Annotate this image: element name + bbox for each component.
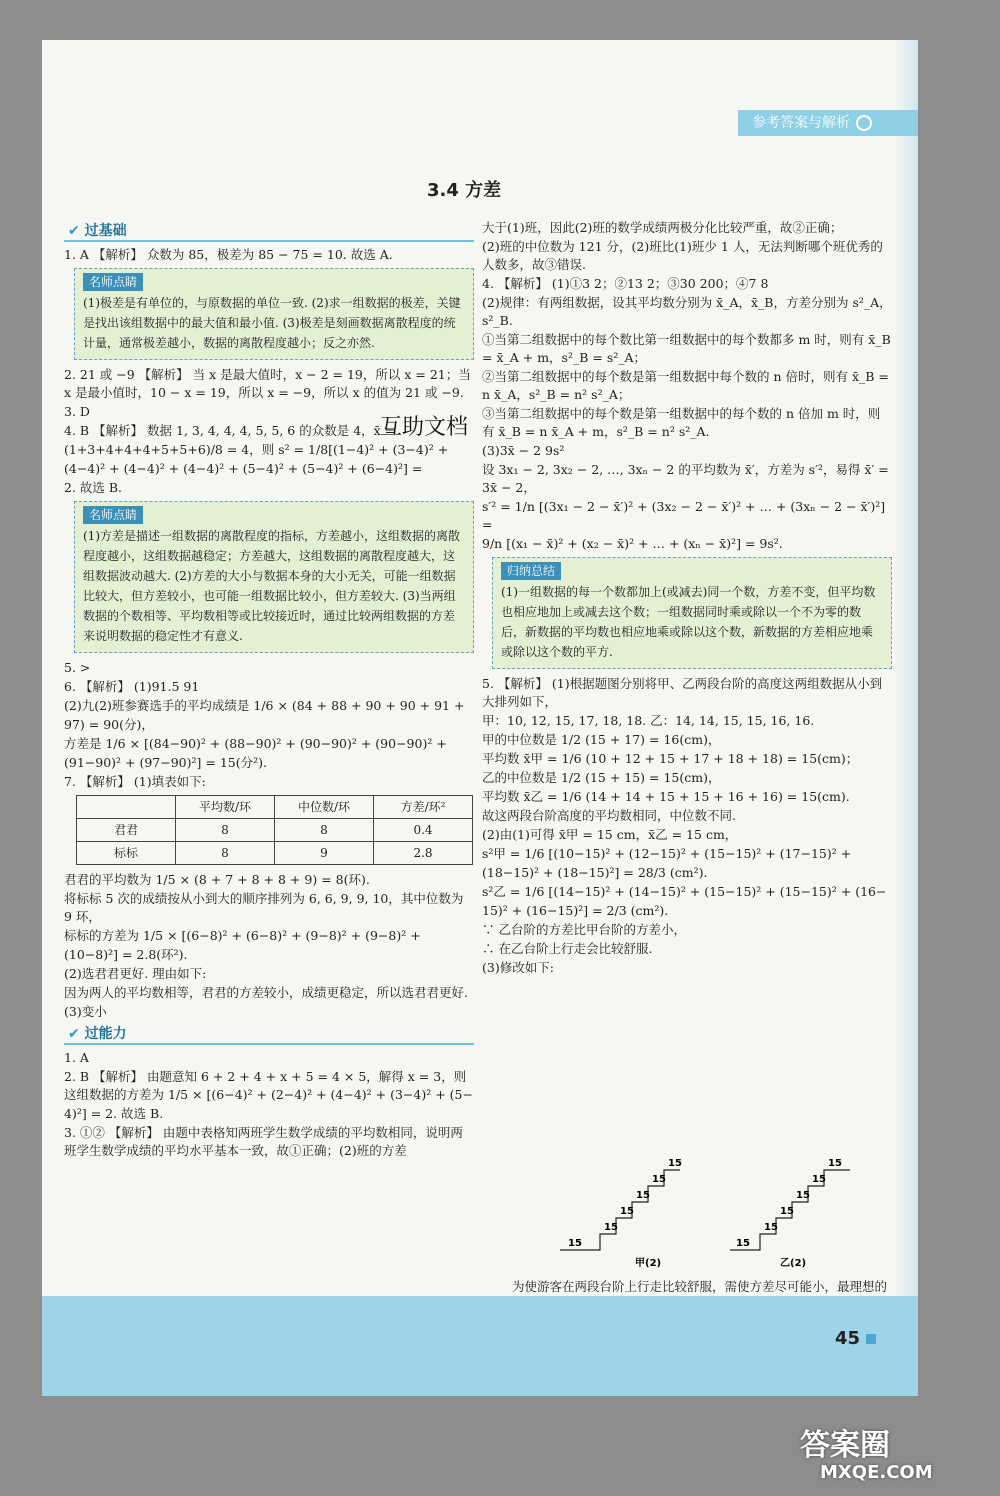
answer-7-line5: (10−8)²] = 2.8(环²). xyxy=(64,947,188,962)
stair-step-label: 15 xyxy=(568,1238,582,1249)
square-icon xyxy=(866,1334,876,1344)
answer-5r-line12: 15)² + (16−15)²] = 2/3 (cm²). xyxy=(482,903,669,918)
left-column xyxy=(64,218,474,1161)
tip-text: (1)极差是有单位的，与原数据的单位一致. (2)求一组数据的极差，关键是找出该组数据中的最大值和最小值. (3)极差是刻画数据离散程度的统计量，通常极差越小，数据的离散程度越小；反之亦然. xyxy=(83,296,461,350)
watermark-url: MXQE.COM xyxy=(820,1462,933,1483)
tip-title: 名师点睛 xyxy=(83,273,143,291)
answer-6-line2: (2)九(2)班参赛选手的平均成绩是 1/6 × (84 + 88 + 90 + 90 + 91 + xyxy=(64,698,465,713)
answer-4r-line6: (3)3x̄ − 2 9s² xyxy=(482,443,565,458)
answer-5r-line15: (3)修改如下: xyxy=(482,960,554,975)
answer-7-line2: 君君的平均数为 1/5 × (8 + 7 + 8 + 8 + 9) = 8(环). xyxy=(64,872,370,887)
stair-step-label: 15 xyxy=(652,1174,666,1185)
answer-4-line4: 2. 故选 B. xyxy=(64,480,123,495)
table-cell: 8 xyxy=(176,819,275,842)
table-header: 方差/环² xyxy=(374,796,473,819)
table-header-row xyxy=(77,796,473,819)
ability-answer-2b: 4)²] = 2. 故选 B. xyxy=(64,1106,164,1121)
tip-text: (1)方差是描述一组数据的离散程度的指标，方差越小，这组数据的离散程度越小，这组数据越稳定；方差越大，这组数据的离散程度越大，这组数据波动越大. (2)方差的大小与数据本身的大小无关，可能一组数据比较大，但方差较小，也可能一组数据比较小，但方差较大. (3)当两组数据的个数相等、平均数相等或比较接近时，通过比较两组数据的方差来说明数据的稳定性才有意义. xyxy=(83,529,461,643)
answer-5r-line8: (2)由(1)可得 x̄甲 = 15 cm，x̄乙 = 15 cm， xyxy=(482,827,738,842)
band-basic: ✔ 过基础 xyxy=(64,222,474,242)
answer-1: 1. A 【解析】 众数为 85，极差为 85 − 75 = 10. 故选 A. xyxy=(64,247,393,262)
answer-4r-line5: ③当第二组数据中的每个数是第一组数据中的每个数的 n 倍加 m 时，则有 x̄_B = n x̄_A + m，s²_B = n² s²_A. xyxy=(482,406,881,439)
stairs-right-label: 乙(2) xyxy=(780,1258,807,1268)
answer-6-line5: (91−90)² + (97−90)²] = 15(分²). xyxy=(64,755,267,770)
check-icon: ✔ xyxy=(68,1026,85,1042)
answer-6-line4: 方差是 1/6 × [(84−90)² + (88−90)² + (90−90)² + (90−90)² + xyxy=(64,736,447,751)
table-cell: 9 xyxy=(275,842,374,865)
answer-5r-conclusion: 为使游客在两段台阶上行走比较舒服，需使方差尽可能小，最理想的 xyxy=(512,1279,888,1294)
tip-box-2 xyxy=(74,501,474,653)
swirl-icon xyxy=(856,115,872,131)
answer-5r-line1: 5. 【解析】 (1)根据题图分别将甲、乙两段台阶的高度这两组数据从小到大排列如下， xyxy=(482,676,883,709)
tip-box-3 xyxy=(492,557,892,669)
ability-answer-1: 1. A xyxy=(64,1050,89,1065)
check-icon: ✔ xyxy=(68,223,85,239)
answer-7-line6: (2)选君君更好. 理由如下: xyxy=(64,966,207,981)
stair-step-label: 15 xyxy=(764,1222,778,1233)
answer-3-cont-2: (2)班的中位数为 121 分，(2)班比(1)班少 1 人，无法判断哪个班优秀的人数多，故③错误. xyxy=(482,239,883,272)
tip-title: 归纳总结 xyxy=(501,562,561,580)
answer-7-line4: 标标的方差为 1/5 × [(6−8)² + (6−8)² + (9−8)² + (9−8)² + xyxy=(64,928,421,943)
ability-answer-2: 2. B 【解析】 由题意知 6 + 2 + 4 + x + 5 = 4 × 5，解得 x = 3，则这组数据的方差为 1/5 × [(6−4)² + (2−4)² + (4−4)² + (3−4)² + (5− xyxy=(64,1069,473,1102)
answer-5r-line11: s²乙 = 1/6 [(14−15)² + (14−15)² + (15−15)² + (15−15)² + (16− xyxy=(482,884,887,899)
answer-7-line8: (3)变小 xyxy=(64,1004,107,1019)
answer-6-line1: 6. 【解析】 (1)91.5 91 xyxy=(64,679,200,694)
answer-5r-line2: 甲：10, 12, 15, 17, 18, 18. 乙：14, 14, 15, 15, 16, 16. xyxy=(482,713,815,728)
page-number: 45 xyxy=(835,1328,876,1349)
answer-5r-line5: 乙的中位数是 1/2 (15 + 15) = 15(cm)， xyxy=(482,770,721,785)
answer-5r-line4: 平均数 x̄甲 = 1/6 (10 + 12 + 15 + 17 + 18 + 18) = 15(cm)； xyxy=(482,751,859,766)
table-header: 中位数/环 xyxy=(275,796,374,819)
stair-step-label: 15 xyxy=(828,1158,842,1169)
answer-6-line3: 97) = 90(分)， xyxy=(64,717,154,732)
stair-step-label: 15 xyxy=(796,1190,810,1201)
answer-3: 3. D xyxy=(64,404,90,419)
table-cell: 8 xyxy=(176,842,275,865)
watermark-center: 互助文档 xyxy=(380,415,469,440)
section-title: 3.4 方差 xyxy=(427,180,502,201)
answer-3-cont-1: 大于(1)班，因此(2)班的数学成绩两极分化比较严重，故②正确； xyxy=(482,220,843,235)
answer-5r-line14: ∴ 在乙台阶上行走会比较舒服. xyxy=(482,941,653,956)
page-edge-tint xyxy=(894,40,918,1396)
ability-answer-3: 3. ①② 【解析】 由题中表格知两班学生数学成绩的平均数相同，说明两班学生数学成绩的平均水平基本一致，故①正确；(2)班的方差 xyxy=(64,1125,463,1158)
stair-step-label: 15 xyxy=(668,1158,682,1169)
footer-band xyxy=(42,1296,918,1396)
answer-4r-line4: ②当第二组数据中的每个数是第一组数据中每个数的 n 倍时，则有 x̄_B = n x̄_A，s²_B = n² s²_A； xyxy=(482,369,889,402)
answer-4-line1: 4. B 【解析】 数据 1, 3, 4, 4, 4, 5, 5, 6 的众数是 4，x̄ = xyxy=(64,423,396,438)
answer-4r-line8: s′² = 1/n [(3x₁ − 2 − x̄′)² + (3x₂ − 2 − x̄′)² + … + (3xₙ − 2 − x̄′)²] = xyxy=(482,499,886,532)
answer-7-line7: 因为两人的平均数相等，君君的方差较小，成绩更稳定，所以选君君更好. xyxy=(64,985,468,1000)
answer-5r-line10: (18−15)² + (18−15)²] = 28/3 (cm²). xyxy=(482,865,708,880)
answer-5r-line13: ∵ 乙台阶的方差比甲台阶的方差小， xyxy=(482,922,686,937)
answer-7-line1: 7. 【解析】 (1)填表如下: xyxy=(64,774,206,789)
tip-box-1 xyxy=(74,268,474,360)
answer-5r-line6: 平均数 x̄乙 = 1/6 (14 + 14 + 15 + 15 + 16 + 16) = 15(cm). xyxy=(482,789,850,804)
right-column xyxy=(482,218,892,978)
header-banner xyxy=(738,110,918,136)
page-sheet xyxy=(42,40,918,1396)
table-cell: 0.4 xyxy=(374,819,473,842)
answer-2: 2. 21 或 −9 【解析】 当 x 是最大值时，x − 2 = 19，所以 x = 21；当 x 是最小值时，10 − x = 19，所以 x = −9，所以 x 的值为 21 或 −9. xyxy=(64,367,471,400)
answer-4r-line7: 设 3x₁ − 2, 3x₂ − 2, …, 3xₙ − 2 的平均数为 x̄′，方差为 s′²，易得 x̄′ = 3x̄ − 2， xyxy=(482,462,889,495)
stairs-left-label: 甲(2) xyxy=(635,1258,662,1268)
tip-title: 名师点睛 xyxy=(83,506,143,524)
watermark-logo: 答案圈 xyxy=(800,1428,890,1463)
answer-5: 5. > xyxy=(64,660,91,675)
answer-4-line2: (1+3+4+4+4+5+5+6)/8 = 4，则 s² = 1/8[(1−4)² + (3−4)² + xyxy=(64,442,449,457)
table-cell: 2.8 xyxy=(374,842,473,865)
table-header xyxy=(77,796,176,819)
tip-text: (1)一组数据的每一个数都加上(或减去)同一个数，方差不变，但平均数也相应地加上或减去这个数；一组数据同时乘或除以一个不为零的数后，新数据的平均数也相应地乘或除以这个数，新数据的方差相应地乘或除以这个数的平方. xyxy=(501,585,876,659)
answer-5r-line3: 甲的中位数是 1/2 (15 + 17) = 16(cm)， xyxy=(482,732,721,747)
table-row xyxy=(77,819,473,842)
stairs-diagram xyxy=(550,1158,870,1268)
header-label: 参考答案与解析 xyxy=(752,115,850,131)
answer-5r-line9: s²甲 = 1/6 [(10−15)² + (12−15)² + (15−15)² + (17−15)² + xyxy=(482,846,852,861)
answer-7-line3: 将标标 5 次的成绩按从小到大的顺序排列为 6, 6, 9, 9, 10，其中位数为 9 环， xyxy=(64,891,464,924)
stair-step-label: 15 xyxy=(604,1222,618,1233)
stair-step-label: 15 xyxy=(620,1206,634,1217)
answer-5r-line7: 故这两段台阶高度的平均数相同，中位数不同. xyxy=(482,808,736,823)
answer-4-line3: (4−4)² + (4−4)² + (4−4)² + (5−4)² + (5−4)² + (6−4)²] = xyxy=(64,461,423,476)
answer-4r-line1: 4. 【解析】 (1)①3 2；②13 2；③30 200；④7 8 xyxy=(482,276,769,291)
table-cell: 标标 xyxy=(77,842,176,865)
stair-step-label: 15 xyxy=(780,1206,794,1217)
band-ability: ✔ 过能力 xyxy=(64,1025,474,1045)
answer-4r-line2: (2)规律：有两组数据，设其平均数分别为 x̄_A，x̄_B，方差分别为 s²_A，s²_B. xyxy=(482,295,892,328)
stair-step-label: 15 xyxy=(736,1238,750,1249)
stair-step-label: 15 xyxy=(812,1174,826,1185)
table-row xyxy=(77,842,473,865)
table-cell: 君君 xyxy=(77,819,176,842)
score-table xyxy=(76,795,473,865)
answer-4r-line3: ①当第二组数据中的每个数比第一组数据中的每个数都多 m 时，则有 x̄_B = x̄_A + m，s²_B = s²_A； xyxy=(482,332,891,365)
stair-step-label: 15 xyxy=(636,1190,650,1201)
table-cell: 8 xyxy=(275,819,374,842)
table-header: 平均数/环 xyxy=(176,796,275,819)
answer-4r-line9: 9/n [(x₁ − x̄)² + (x₂ − x̄)² + … + (xₙ − x̄)²] = 9s². xyxy=(482,536,783,551)
